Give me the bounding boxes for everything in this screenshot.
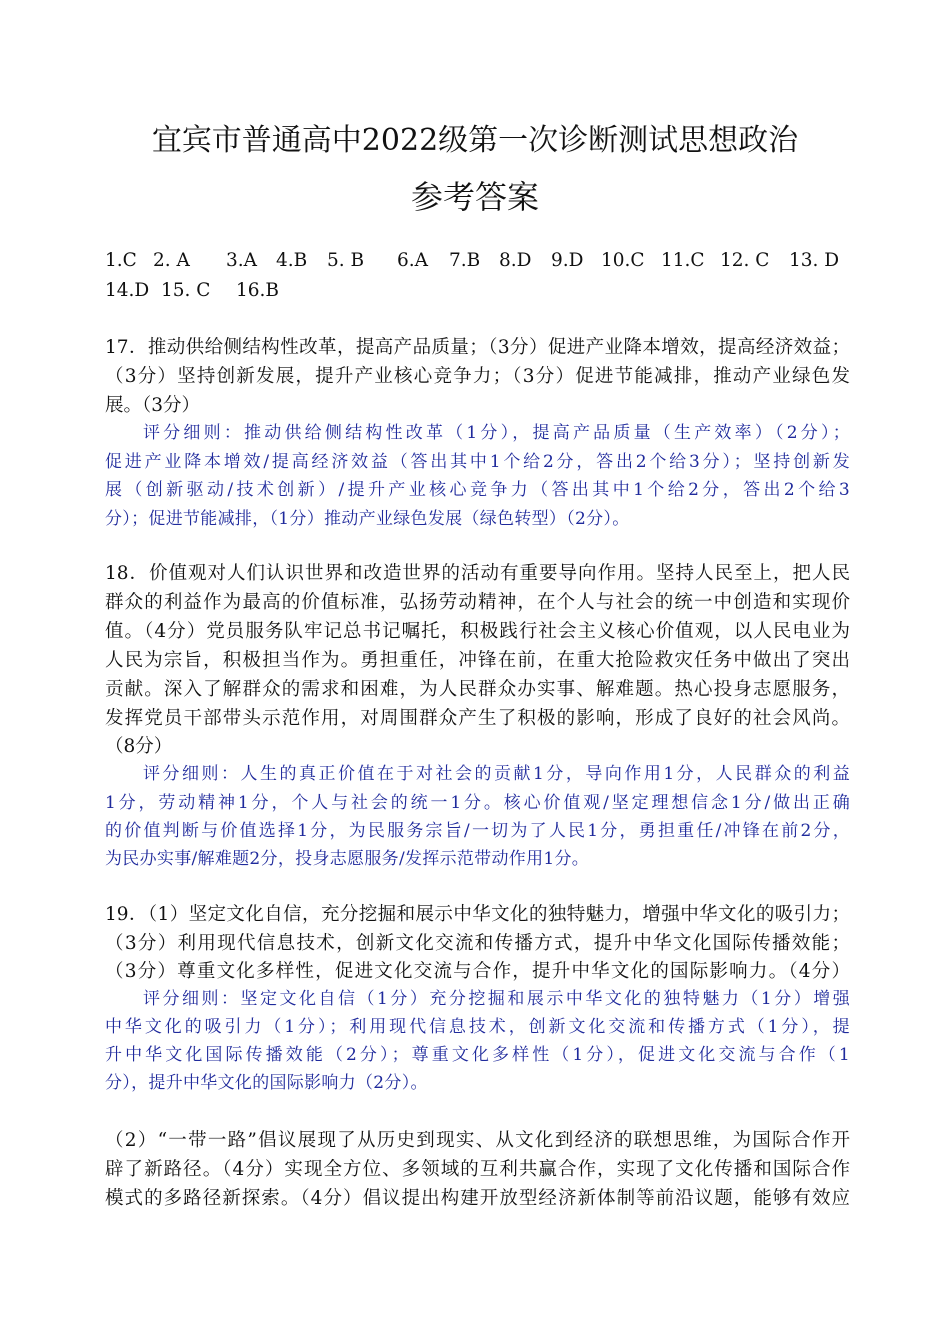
answer-line: 模式的多路径新探索。（4分）倡议提出构建开放型经济新体制等前沿议题，能够有效应 xyxy=(105,1188,850,1209)
answer-line: 人民为宗旨，积极担当作为。勇担重任，冲锋在前，在重大抢险救灾任务中做出了突出 xyxy=(105,650,850,671)
answer-line: （3分）坚持创新发展，提升产业核心竞争力；（3分）促进节能减排，推动产业绿色发 xyxy=(105,366,850,387)
answer-line: 发挥党员干部带头示范作用，对周围群众产生了积极的影响，形成了良好的社会风尚。 xyxy=(105,708,850,729)
rubric-line: 分）；促进节能减排，（1分）推动产业绿色发展（绿色转型）（2分）。 xyxy=(105,509,630,529)
answer-line: 18．价值观对人们认识世界和改造世界的活动有重要导向作用。坚持人民至上，把人民 xyxy=(105,563,850,584)
rubric-line: 中华文化的吸引力（1分）；利用现代信息技术，创新文化交流和传播方式（1分），提 xyxy=(105,1017,850,1037)
page-subtitle: 参考答案 xyxy=(410,178,539,216)
choice-item: 15. C xyxy=(161,280,211,301)
rubric-line: 的价值判断与价值选择1分，为民服务宗旨/一切为了人民1分，勇担重任/冲锋在前2分， xyxy=(105,821,850,841)
choice-item: 16.B xyxy=(236,280,280,301)
rubric-line: 促进产业降本增效/提高经济效益（答出其中1个给2分，答出2个给3分）；坚持创新发 xyxy=(105,452,850,472)
choice-item: 12. C xyxy=(720,250,770,271)
answer-line: 17．推动供给侧结构性改革，提高产品质量；（3分）促进产业降本增效，提高经济效益； xyxy=(105,337,850,358)
answer-line: 展。（3分） xyxy=(105,395,201,416)
choice-item: 10.C xyxy=(601,250,645,271)
answer-line: （3分）尊重文化多样性，促进文化交流与合作，提升中华文化的国际影响力。（4分） xyxy=(105,961,850,982)
answer-line: 19．（1）坚定文化自信，充分挖掘和展示中华文化的独特魅力，增强中华文化的吸引力； xyxy=(105,904,850,925)
choice-item: 2. A xyxy=(153,250,190,271)
answer-line: （8分） xyxy=(105,736,173,757)
answer-line: （3分）利用现代信息技术，创新文化交流和传播方式，提升中华文化国际传播效能； xyxy=(105,933,850,954)
choice-item: 1.C xyxy=(105,250,137,271)
page-title: 宜宾市普通高中2022级第一次诊断测试思想政治 xyxy=(151,123,799,158)
answer-line: 辟了新路径。（4分）实现全方位、多领域的互利共赢合作，实现了文化传播和国际合作 xyxy=(105,1159,850,1180)
rubric-line: 为民办实事/解难题2分，投身志愿服务/发挥示范带动作用1分。 xyxy=(105,849,590,869)
choice-item: 9.D xyxy=(551,250,584,271)
rubric-line: 评分细则：人生的真正价值在于对社会的贡献1分，导向作用1分，人民群众的利益 xyxy=(143,764,850,784)
choice-item: 4.B xyxy=(276,250,308,271)
choice-item: 6.A xyxy=(397,250,429,271)
choice-item: 13. D xyxy=(789,250,840,271)
rubric-line: 评分细则：坚定文化自信（1分）充分挖掘和展示中华文化的独特魅力（1分）增强 xyxy=(143,989,850,1009)
rubric-line: 评分细则：推动供给侧结构性改革（1分），提高产品质量（生产效率）（2分）； xyxy=(143,423,850,443)
choice-item: 3.A xyxy=(226,250,258,271)
rubric-line: 升中华文化国际传播效能（2分）；尊重文化多样性（1分），促进文化交流与合作（1 xyxy=(105,1045,850,1065)
rubric-line: 1分，劳动精神1分，个人与社会的统一1分。核心价值观/坚定理想信念1分/做出正确 xyxy=(105,793,850,813)
rubric-line: 展（创新驱动/技术创新）/提升产业核心竞争力（答出其中1个给2分，答出2个给3 xyxy=(105,480,850,500)
choice-item: 11.C xyxy=(661,250,705,271)
choice-item: 14.D xyxy=(105,280,150,301)
answer-line: （2）“一带一路”倡议展现了从历史到现实、从文化到经济的联想思维，为国际合作开 xyxy=(105,1130,850,1151)
answer-line: 值。（4分）党员服务队牢记总书记嘱托，积极践行社会主义核心价值观，以人民电业为 xyxy=(105,621,850,642)
rubric-line: 分），提升中华文化的国际影响力（2分）。 xyxy=(105,1073,428,1093)
choice-item: 5. B xyxy=(327,250,365,271)
answer-line: 群众的利益作为最高的价值标准，弘扬劳动精神，在个人与社会的统一中创造和实现价 xyxy=(105,592,850,613)
choice-item: 7.B xyxy=(449,250,481,271)
choice-item: 8.D xyxy=(499,250,532,271)
answer-line: 贡献。深入了解群众的需求和困难，为人民群众办实事、解难题。热心投身志愿服务， xyxy=(105,679,850,700)
